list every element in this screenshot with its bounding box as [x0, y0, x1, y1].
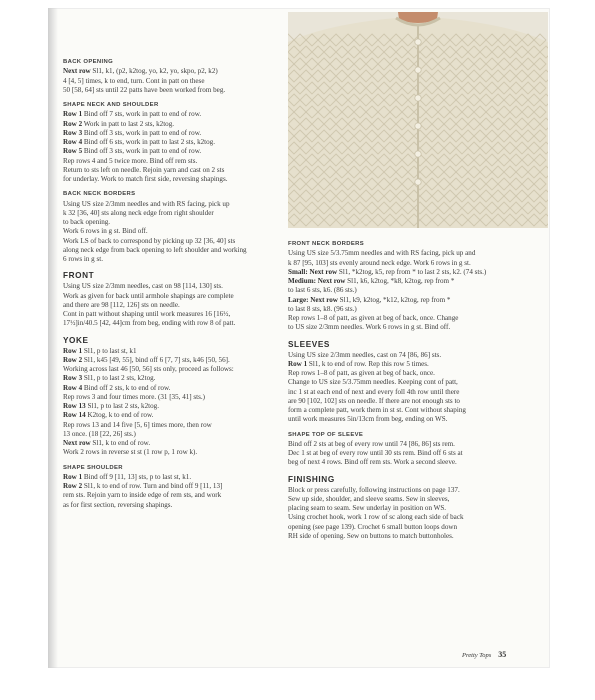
instruction-line: [63, 175, 277, 184]
section-heading: BACK NECK BORDERS: [63, 191, 136, 198]
instruction-line: [63, 255, 277, 264]
instruction-text: until work measures 5in/13cm from beg, ending on WS.: [288, 415, 448, 424]
instruction-text: Rep rows 4 and 5 twice more. Bind off rem sts.: [63, 156, 198, 165]
instruction-section: [288, 431, 538, 468]
instruction-line: [288, 415, 538, 424]
instruction-section: [63, 101, 277, 184]
section-heading: FRONT: [63, 271, 95, 281]
instruction-line: [288, 449, 538, 458]
section-heading: FRONT NECK BORDERS: [288, 241, 365, 247]
instruction-text: Working across last 46 [50, 56] sts only, proceed as follows:: [63, 365, 234, 373]
instruction-line: [63, 246, 277, 255]
instruction-text: RH side of opening. Sew on buttons to match buttonholes.: [288, 531, 454, 540]
instruction-line: [288, 277, 538, 286]
instruction-text: 50 [58, 64] sts until 22 patts have been worked from beg.: [63, 85, 226, 94]
section-heading: FINISHING: [288, 474, 335, 484]
instruction-text: Sl1, k1, (p2, k2tog, yo, k2, yo, skpo, p2, k2): [90, 67, 218, 76]
row-label: Row 2: [63, 119, 83, 128]
instruction-line: [63, 157, 277, 166]
instruction-line: [63, 110, 277, 119]
instruction-line: [63, 365, 277, 374]
instruction-text: Sl1, k to end of row.: [90, 439, 151, 447]
instruction-line: [63, 77, 277, 86]
instruction-line: [63, 402, 277, 411]
instruction-line: [63, 147, 277, 156]
instruction-text: Using US size 2/3mm needles, cast on 74 [86, 86] sts.: [288, 350, 442, 359]
instruction-line: [63, 491, 277, 500]
instruction-line: [288, 314, 538, 323]
instruction-line: [288, 523, 538, 532]
instruction-section: [288, 240, 538, 333]
instruction-line: [63, 282, 277, 291]
page-number: 35: [498, 650, 507, 659]
instruction-text: Using US size 2/3mm needles and with RS facing, pick up: [63, 199, 230, 208]
instruction-line: [63, 319, 277, 328]
instruction-line: [63, 301, 277, 310]
instruction-line: [63, 448, 277, 457]
instruction-text: Sl1, p to last 2 sts, k2tog.: [85, 402, 159, 410]
instruction-text: Bind off 2 sts at beg of every row until 74 [86, 86] sts rem.: [288, 439, 455, 448]
instruction-text: placing seam to seam. Sew underlay in position on WS.: [288, 504, 447, 512]
instruction-text: rem sts. Rejoin yarn to inside edge of rem sts, and work: [63, 491, 222, 500]
instruction-line: [288, 351, 538, 360]
instruction-text: Block or press carefully, following instructions on page 137.: [288, 485, 460, 494]
button: [415, 151, 421, 157]
section-heading: SHAPE NECK AND SHOULDER: [63, 102, 159, 108]
instruction-line: [288, 259, 538, 268]
instruction-text: to US size 2/3mm needles. Work 6 rows in g st. Bind off.: [288, 323, 451, 332]
instruction-text: Work 6 rows in g st. Bind off.: [63, 227, 148, 236]
instruction-text: along neck edge from back opening to left shoulder and working: [63, 245, 247, 254]
instruction-line: [63, 430, 277, 439]
instruction-line: [288, 369, 538, 378]
instruction-text: Rep rows 1–8 of patt, as given at beg of back, once.: [288, 369, 435, 377]
instruction-text: k 87 [95, 103] sts evenly around neck edge. Work 6 rows in g st.: [288, 258, 471, 267]
instruction-text: Dec 1 st at beg of every row until 30 sts rem. Bind off 6 sts at: [288, 449, 463, 457]
instruction-line: [63, 166, 277, 175]
instruction-line: [288, 323, 538, 332]
instruction-line: [63, 138, 277, 147]
right-text-column: [288, 240, 538, 547]
row-label: Row 2: [63, 355, 83, 364]
row-label: Row 4: [63, 383, 83, 392]
row-label: Row 5: [63, 147, 83, 156]
page-footer: [462, 650, 506, 659]
instruction-text: and there are 98 [112, 126] sts on needle.: [63, 300, 180, 309]
instruction-line: [288, 532, 538, 541]
instruction-line: [288, 360, 538, 369]
instruction-line: [63, 347, 277, 356]
instruction-text: Sl1, k45 [49, 55], bind off 6 [7, 7] sts, k46 [50, 56].: [82, 355, 230, 364]
instruction-line: [288, 378, 538, 387]
row-label: Large: Next row: [288, 295, 338, 304]
instruction-line: [288, 486, 538, 495]
running-footer-title: Pretty Tops: [462, 652, 492, 659]
instruction-line: [63, 501, 277, 510]
instruction-line: [63, 421, 277, 430]
instruction-text: Bind off 3 sts, work in patt to end of row.: [82, 147, 202, 156]
instruction-line: [288, 286, 538, 295]
instruction-line: [288, 440, 538, 449]
instruction-text: Work in patt to last 2 sts, k2tog.: [82, 119, 175, 128]
instruction-text: Change to US size 5/3.75mm needles. Keeping cont of patt,: [288, 378, 458, 387]
instruction-line: [63, 209, 277, 218]
row-label: Row 3: [63, 128, 83, 137]
instruction-section: [63, 270, 277, 328]
section-heading: SHAPE SHOULDER: [63, 464, 123, 471]
instruction-text: Bind off 9 [11, 13] sts, p to last st, k1.: [82, 472, 192, 481]
instruction-text: Sl1, p to last 2 sts, k2tog.: [82, 374, 156, 383]
instruction-line: [63, 393, 277, 402]
instruction-line: [63, 200, 277, 209]
instruction-line: [288, 249, 538, 258]
sweater-photo: [288, 12, 548, 228]
instruction-text: as for first section, reversing shapings.: [63, 500, 173, 509]
instruction-line: [63, 292, 277, 301]
row-label: Row 1: [63, 472, 83, 481]
instruction-text: Work 2 rows in reverse st st (1 row p, 1 row k).: [63, 448, 198, 457]
instruction-text: 17½]in/40.5 [42, 44]cm from beg, ending with row 8 of patt.: [63, 319, 236, 328]
instruction-line: [288, 513, 538, 522]
instruction-line: [63, 356, 277, 365]
row-label: Row 1: [288, 359, 308, 368]
instruction-line: [288, 504, 538, 513]
instruction-line: [63, 67, 277, 76]
instruction-text: K2tog, k to end of row.: [85, 411, 154, 420]
row-label: Row 1: [63, 110, 83, 119]
button: [415, 123, 421, 129]
instruction-text: form a complete patt, work them in st st. Cont without shaping: [288, 406, 466, 414]
row-label: Row 2: [63, 482, 83, 490]
row-label: Row 13: [63, 402, 86, 410]
instruction-text: opening (see page 139). Crochet 6 small button loops down: [288, 522, 458, 531]
instruction-text: inc 1 st at each end of next and every foll 4th row until there: [288, 387, 460, 396]
instruction-text: Sl1, p to last st, k1: [82, 346, 137, 355]
section-heading: YOKE: [63, 335, 89, 345]
instruction-line: [63, 218, 277, 227]
button: [415, 39, 421, 45]
instruction-line: [288, 388, 538, 397]
sweater-photo-image: [288, 12, 548, 228]
instruction-text: Rep rows 3 and four times more. (31 [35, 41] sts.): [63, 392, 206, 401]
instruction-text: Work as given for back until armhole shapings are complete: [63, 291, 234, 300]
instruction-text: Using crochet hook, work 1 row of sc along each side of back: [288, 513, 464, 522]
button: [415, 179, 421, 185]
instruction-line: [63, 227, 277, 236]
instruction-section: [63, 464, 277, 510]
instruction-text: Sl1, k to end of row. Rep this row 5 times.: [307, 359, 429, 368]
row-label: Next row: [63, 67, 91, 76]
instruction-text: for underlay. Work to match first side, reversing shapings.: [63, 175, 228, 183]
instruction-text: Sl1, k6, k2tog, *k8, k2tog, rep from *: [345, 277, 455, 285]
instruction-line: [288, 268, 538, 277]
instruction-text: Sew up side, shoulder, and sleeve seams. Sew in sleeves,: [288, 494, 450, 503]
row-label: Row 3: [63, 374, 83, 383]
instruction-text: Bind off 6 sts, work in patt to last 2 sts, k2tog.: [82, 138, 216, 146]
instruction-line: [63, 482, 277, 491]
instruction-line: [63, 129, 277, 138]
instruction-text: Work LS of back to correspond by picking up 32 [36, 40] sts: [63, 236, 236, 245]
row-label: Row 4: [63, 138, 83, 146]
instruction-text: to last 8 sts, k8. (96 sts.): [288, 304, 357, 313]
instruction-text: 6 rows in g st.: [63, 255, 104, 263]
row-label: Row 14: [63, 411, 86, 420]
instruction-text: Using US size 2/3mm needles, cast on 98 [114, 130] sts.: [63, 282, 223, 291]
instruction-line: [63, 120, 277, 129]
instruction-line: [288, 495, 538, 504]
left-text-column: [63, 58, 277, 516]
instruction-text: 4 [4, 5] times, k to end, turn. Cont in patt on these: [63, 76, 205, 85]
instruction-text: Sl1, k9, k2tog, *k12, k2tog, rep from *: [337, 295, 451, 304]
instruction-text: Using US size 5/3.75mm needles and with RS facing, pick up and: [288, 249, 476, 258]
instruction-text: to last 6 sts, k6. (86 sts.): [288, 286, 357, 295]
instruction-line: [63, 439, 277, 448]
instruction-text: Bind off 2 sts, k to end of row.: [82, 383, 171, 392]
instruction-text: beg of next 4 rows. Bind off rem sts. Work a second sleeve.: [288, 458, 457, 467]
section-heading: SHAPE TOP OF SLEEVE: [288, 431, 364, 438]
instruction-text: Bind off 3 sts, work in patt to end of row.: [82, 128, 202, 137]
row-label: Small: Next row: [288, 267, 338, 276]
instruction-line: [63, 86, 277, 95]
instruction-line: [63, 374, 277, 383]
row-label: Medium: Next row: [288, 277, 346, 285]
instruction-line: [288, 406, 538, 415]
instruction-text: Sl1, *k2tog, k5, rep from * to last 2 sts, k2. (74 sts.): [337, 267, 487, 276]
section-heading: SLEEVES: [288, 339, 330, 349]
page-gutter-shadow: [48, 8, 58, 668]
instruction-line: [63, 473, 277, 482]
section-heading: BACK OPENING: [63, 59, 114, 65]
button: [415, 67, 421, 73]
instruction-section: [288, 474, 538, 542]
row-label: Row 1: [63, 346, 83, 355]
instruction-text: 13 once. (18 [22, 26] sts.): [63, 429, 136, 438]
instruction-line: [63, 237, 277, 246]
instruction-text: Cont in patt without shaping until work measures 16 [16½,: [63, 310, 231, 318]
instruction-line: [288, 458, 538, 467]
instruction-section: [63, 58, 277, 95]
instruction-line: [288, 397, 538, 406]
instruction-line: [63, 411, 277, 420]
instruction-text: Return to sts left on needle. Rejoin yarn and cast on 2 sts: [63, 165, 225, 174]
instruction-line: [288, 305, 538, 314]
instruction-line: [63, 310, 277, 319]
instruction-text: to back opening.: [63, 218, 111, 226]
instruction-line: [63, 384, 277, 393]
button: [415, 95, 421, 101]
instruction-text: k 32 [36, 40] sts along neck edge from right shoulder: [63, 208, 214, 217]
instruction-line: [288, 296, 538, 305]
instruction-text: are 90 [102, 102] sts on needle. If there are not enough sts to: [288, 396, 460, 405]
instruction-section: [288, 339, 538, 425]
row-label: Next row: [63, 439, 91, 447]
instruction-text: Rep rows 1–8 of patt, as given at beg of back, once. Change: [288, 314, 459, 322]
instruction-text: Bind off 7 sts, work in patt to end of row.: [82, 110, 202, 119]
instruction-section: [63, 335, 277, 458]
instruction-text: Rep rows 13 and 14 five [5, 6] times more, then row: [63, 420, 212, 429]
instruction-text: Sl1, k to end of row. Turn and bind off 9 [11, 13]: [82, 482, 223, 490]
instruction-section: [63, 190, 277, 264]
